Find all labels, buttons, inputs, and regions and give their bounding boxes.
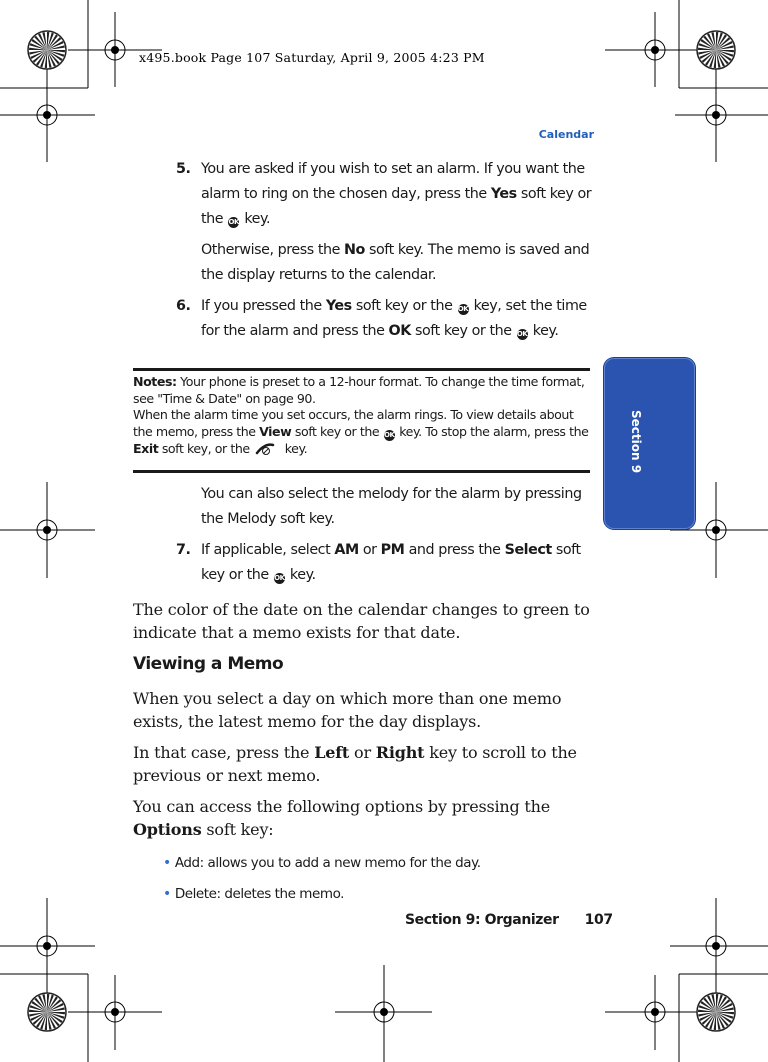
note-line-1: Notes: Your phone is preset to a 12-hour format. To change the time format, see "Time & Date" on page 90. xyxy=(133,374,585,406)
step-5-otherwise: Otherwise, press the No soft key. The memo is saved and the display returns to the calendar. xyxy=(201,242,590,283)
step-text: If you pressed the Yes soft key or the OK key, set the time for the alarm and press the OK soft key or the OK key. xyxy=(201,298,587,339)
registration-starburst-icon xyxy=(697,993,735,1031)
note-top-rule xyxy=(133,368,590,371)
file-header: x495.book Page 107 Saturday, April 9, 2005 4:23 PM xyxy=(139,50,485,65)
registration-starburst-icon xyxy=(28,31,66,69)
running-head: Calendar xyxy=(538,128,594,141)
list-item: • Delete: deletes the memo. xyxy=(163,886,344,902)
note-line-2: When the alarm time you set occurs, the alarm rings. To view details about the memo, press the View soft key or the OK key. To stop the alarm, press the Exit soft key, or the key. xyxy=(133,407,589,456)
bullet-icon: • xyxy=(163,886,171,902)
registration-starburst-icon xyxy=(697,31,735,69)
scroll-paragraph: In that case, press the Left or Right key to scroll to the previous or next memo. xyxy=(133,743,577,785)
step-number: 7. xyxy=(176,542,191,558)
page-footer xyxy=(405,912,613,928)
note-bottom-rule xyxy=(133,470,590,473)
ok-key-icon: OK xyxy=(228,218,239,226)
note-block xyxy=(133,374,591,457)
subheading: Viewing a Memo xyxy=(133,654,284,674)
section-tab xyxy=(604,358,695,529)
melody-text: You can also select the melody for the alarm by pressing the Melody soft key. xyxy=(201,486,582,527)
step-text: If applicable, select AM or PM and press the Select soft key or the OK key. xyxy=(201,542,581,583)
ok-key-icon: OK xyxy=(457,305,469,313)
color-paragraph: The color of the date on the calendar changes to green to indicate that a memo exists for that date. xyxy=(133,600,590,642)
bullet-icon: • xyxy=(163,855,171,871)
step-number: 5. xyxy=(176,161,191,177)
page-number: 107 xyxy=(584,912,613,928)
registration-starburst-icon xyxy=(28,993,66,1031)
step-number: 6. xyxy=(176,298,191,314)
step-text: You are asked if you wish to set an alarm. If you want the alarm to ring on the chosen day, press the Yes soft key or the OK key. xyxy=(201,161,592,227)
footer-section: Section 9: Organizer xyxy=(405,912,559,928)
ok-key-icon: OK xyxy=(516,330,528,338)
end-key-icon xyxy=(255,442,275,456)
section-tab-label: Section 9 xyxy=(629,410,643,474)
ok-key-icon: OK xyxy=(383,430,395,439)
ok-key-icon: OK xyxy=(274,574,285,582)
list-item: • Add: allows you to add a new memo for the day. xyxy=(163,855,481,871)
select-paragraph: When you select a day on which more than one memo exists, the latest memo for the day displays. xyxy=(133,689,562,731)
options-paragraph: You can access the following options by pressing the Options soft key: xyxy=(133,797,551,839)
